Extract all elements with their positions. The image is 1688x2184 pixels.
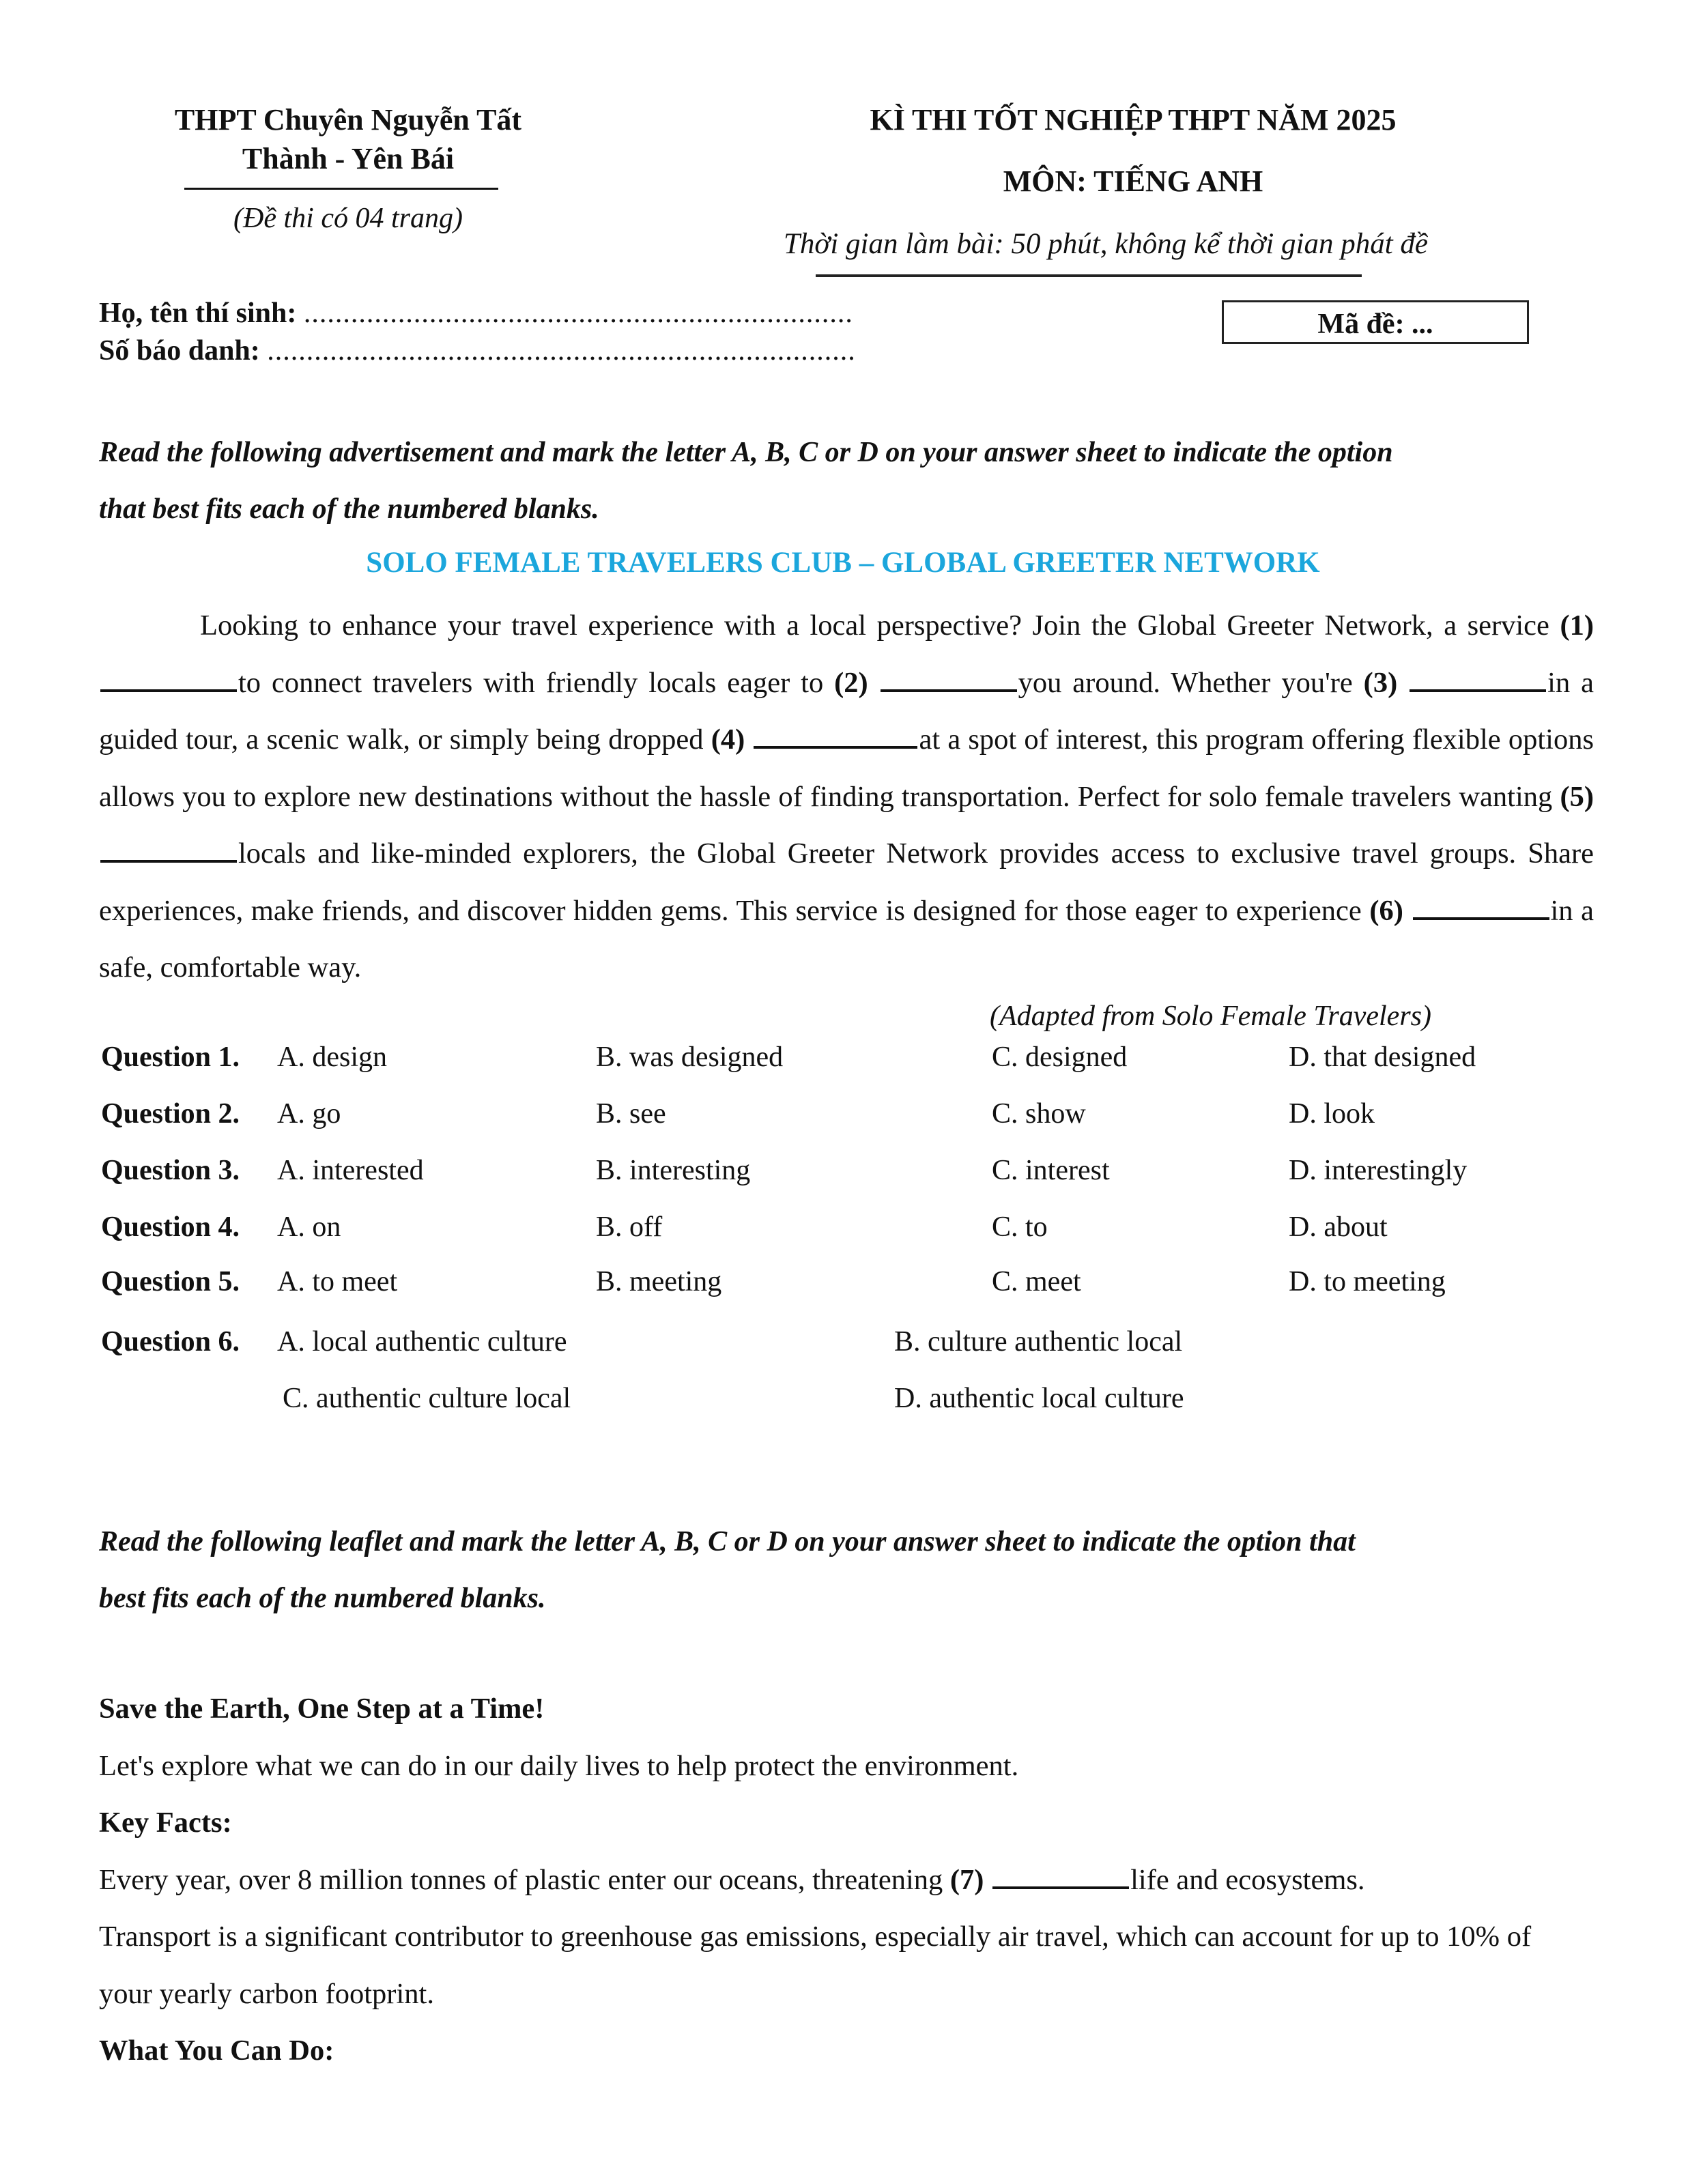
leaflet-heading: Save the Earth, One Step at a Time! [99,1693,545,1725]
passage-text: at a spot of interest, this program offering flexible options allows you to explore new destinations without the hassle of finding transportation. Perfect for solo female travelers wanting [99,723,1594,813]
option-b[interactable]: B. off [596,1211,663,1243]
question-label: Question 2. [101,1098,240,1130]
blank-number-5: (5) [1560,780,1594,813]
advertisement-title: SOLO FEMALE TRAVELERS CLUB – GLOBAL GREETER NETWORK [366,547,1320,579]
passage-text: Looking to enhance your travel experience with a local perspective? Join the Global Greeter Network, a service [200,609,1560,642]
candidate-name-label: Họ, tên thí sinh: [99,298,297,329]
blank-number-1: (1) [1560,609,1594,642]
blank-5 [100,837,237,863]
blank-7 [992,1863,1129,1889]
fact-text: Every year, over 8 million tonnes of plastic enter our oceans, threatening [99,1863,950,1896]
blank-4 [754,723,917,749]
option-d[interactable]: D. about [1289,1211,1388,1243]
advertisement-passage [99,597,1594,996]
blank-number-2: (2) [834,666,868,699]
blank-6 [1413,894,1549,920]
passage-text: in a guided tour, a scenic walk, or simply being dropped [99,666,1594,756]
option-c[interactable]: C. to [992,1211,1048,1243]
exam-time-note: Thời gian làm bài: 50 phút, không kể thời gian phát đề [783,228,1429,260]
question-label: Question 5. [101,1266,240,1297]
candidate-id-label: Số báo danh: [99,335,260,367]
blank-3 [1410,666,1546,692]
passage-text: in a safe, comfortable way. [99,894,1594,983]
option-a[interactable]: A. on [277,1211,341,1243]
exam-subject: MÔN: TIẾNG ANH [1003,164,1263,198]
blank-number-6: (6) [1369,894,1403,927]
option-b[interactable]: B. culture authentic local [894,1326,1183,1357]
fact-text: life and ecosystems. [1130,1863,1365,1896]
option-d[interactable]: D. interestingly [1289,1155,1468,1186]
candidate-id-field[interactable] [99,334,856,367]
section1-instruction-line2: that best fits each of the numbered blanks. [99,493,599,525]
question-label: Question 3. [101,1155,240,1186]
blank-number-7: (7) [949,1863,984,1896]
option-b[interactable]: B. was designed [596,1041,784,1073]
section1-instruction-line1: Read the following advertisement and mark the letter A, B, C or D on your answer sheet to indicate the option [99,437,1393,468]
question-label: Question 6. [101,1326,240,1357]
passage-text: you around. Whether you're [1018,666,1364,699]
section2-instruction-line1: Read the following leaflet and mark the letter A, B, C or D on your answer sheet to indicate the option that [99,1526,1356,1557]
option-a[interactable]: A. local authentic culture [277,1326,567,1357]
passage-source: (Adapted from Solo Female Travelers) [990,1001,1432,1032]
blank-number-3: (3) [1363,666,1398,699]
question-label: Question 4. [101,1211,240,1243]
blank-2 [881,666,1017,692]
option-d[interactable]: D. authentic local culture [894,1383,1184,1414]
option-d[interactable]: D. look [1289,1098,1375,1130]
option-c[interactable]: C. interest [992,1155,1110,1186]
option-d[interactable]: D. that designed [1289,1041,1476,1073]
option-a[interactable]: A. to meet [277,1266,398,1297]
leaflet [99,1680,1601,2080]
candidate-id-dots: ........................................................................... [267,335,856,367]
key-fact-2: Transport is a significant contributor to greenhouse gas emissions, especially air travel, which can account for up to 10% of your yearly carbon footprint. [99,1921,1532,2010]
passage-text: to connect travelers with friendly locals eager to [238,666,835,699]
option-a[interactable]: A. design [277,1041,387,1073]
option-c[interactable]: C. meet [992,1266,1081,1297]
option-b[interactable]: B. see [596,1098,666,1130]
key-fact-1 [99,1852,1601,1909]
passage-text: locals and like-minded explorers, the Global Greeter Network provides access to exclusive travel groups. Share experiences, make friends, and discover hidden gems. This service is designed for those eager to experience [99,837,1594,927]
section1-instruction [99,425,1587,538]
exam-title: KÌ THI TỐT NGHIỆP THPT NĂM 2025 [870,103,1397,136]
candidate-name-field[interactable] [99,297,853,330]
exam-divider [816,274,1362,277]
option-c[interactable]: C. designed [992,1041,1128,1073]
option-a[interactable]: A. go [277,1098,341,1130]
option-b[interactable]: B. interesting [596,1155,751,1186]
what-you-can-do-heading: What You Can Do: [99,2035,334,2067]
section2-instruction-line2: best fits each of the numbered blanks. [99,1583,546,1614]
option-b[interactable]: B. meeting [596,1266,722,1297]
leaflet-intro: Let's explore what we can do in our daily lives to help protect the environment. [99,1749,1019,1782]
section2-instruction [99,1514,1587,1627]
option-c[interactable]: C. show [992,1098,1086,1130]
option-c[interactable]: C. authentic culture local [283,1383,571,1414]
school-name-line1: THPT Chuyên Nguyễn Tất [174,103,522,136]
page-count-note: (Đề thi có 04 trang) [233,203,463,234]
option-d[interactable]: D. to meeting [1289,1266,1446,1297]
key-facts-heading: Key Facts: [99,1807,232,1839]
blank-number-4: (4) [711,723,745,756]
blank-1 [100,666,237,692]
question-label: Question 1. [101,1041,240,1073]
exam-code-box: Mã đề: ... [1222,300,1529,344]
candidate-name-dots: ...................................................................... [303,298,853,329]
school-name-line2: Thành - Yên Bái [242,142,455,175]
school-divider [184,188,498,190]
option-a[interactable]: A. interested [277,1155,424,1186]
